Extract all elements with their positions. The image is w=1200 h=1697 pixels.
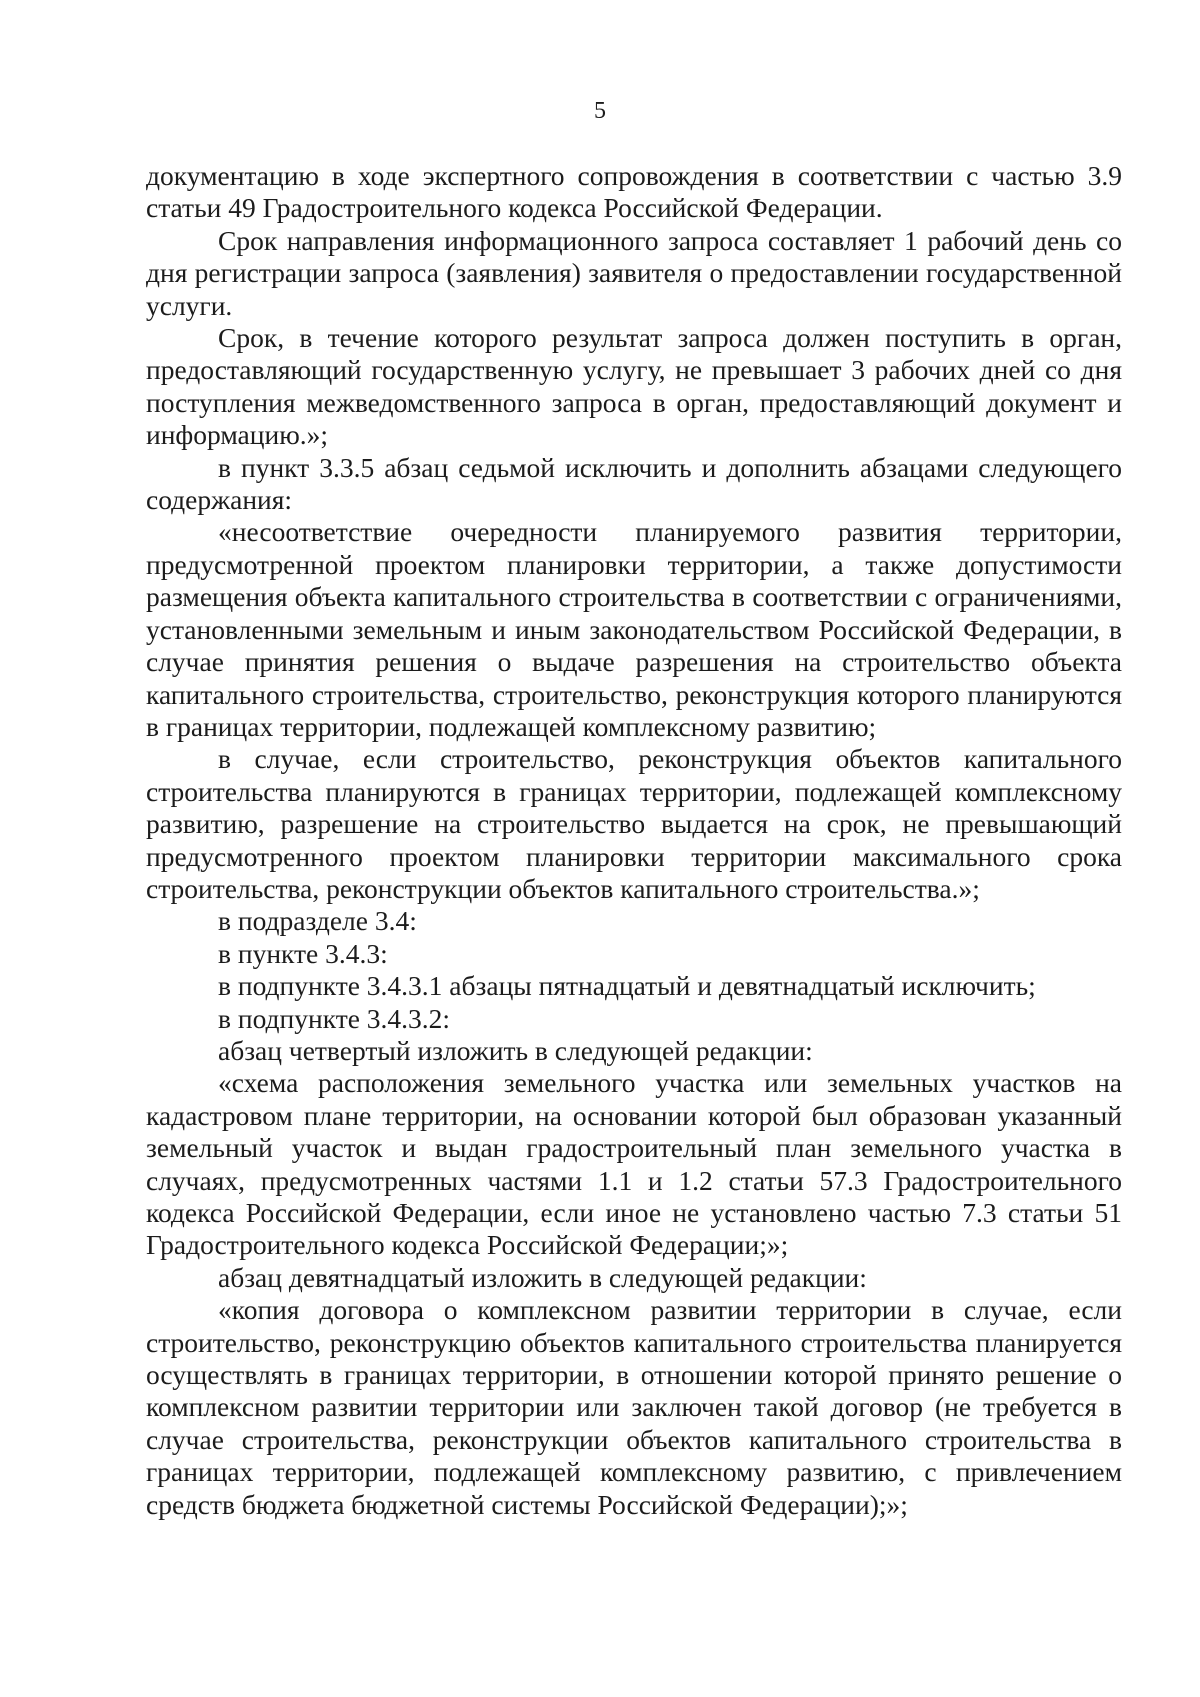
paragraph-continuation: документацию в ходе экспертного сопровождения в соответствии с частью 3.9 статьи 49 Градостроительного кодекса Российской Федерации. <box>146 160 1122 224</box>
paragraph: Срок направления информационного запроса составляет 1 рабочий день со дня регистрации запроса (заявления) заявителя о предоставлении государственной услуги. <box>146 224 1122 321</box>
paragraph: в случае, если строительство, реконструкция объектов капитального строительства планируются в границах территории, подлежащей комплексному развитию, разрешение на строительство выдается на срок, не превышающий предусмотренного проектом планировки территории максимального срока строительства, реконструкции объектов капитального строительства.»; <box>146 743 1122 904</box>
paragraph: в пункт 3.3.5 абзац седьмой исключить и дополнить абзацами следующего содержания: <box>146 451 1122 516</box>
paragraph: в подпункте 3.4.3.1 абзацы пятнадцатый и девятнадцатый исключить; <box>218 970 1036 1002</box>
paragraph: абзац девятнадцатый изложить в следующей редакции: <box>218 1261 867 1293</box>
paragraph: в подпункте 3.4.3.2: <box>218 1002 451 1034</box>
paragraph: в подразделе 3.4: <box>218 905 417 937</box>
paragraph: «схема расположения земельного участка или земельных участков на кадастровом плане территории, на основании которой был образован указанный земельный участок и выдан градостроительный план земельного участка в случаях, предусмотренных частями 1.1 и 1.2 статьи 57.3 Градостроительного кодекса Российской Федерации, если иное не установлено частью 7.3 статьи 51 Градостроительного кодекса Российской Федерации;»; <box>146 1067 1122 1261</box>
paragraph: Срок, в течение которого результат запроса должен поступить в орган, предоставляющий государственную услугу, не превышает 3 рабочих дней со дня поступления межведомственного запроса в орган, предоставляющий документ и информацию.»; <box>146 322 1122 451</box>
document-body <box>146 160 1122 1521</box>
paragraph: «несоответствие очередности планируемого развития территории, предусмотренной проектом планировки территории, а также допустимости размещения объекта капитального строительства в соответствии с ограничениями, установленными земельным и иным законодательством Российской Федерации, в случае принятия решения о выдаче разрешения на строительство объекта капитального строительства, строительство, реконструкция которого планируются в границах территории, подлежащей комплексному развитию; <box>146 516 1122 742</box>
paragraph: абзац четвертый изложить в следующей редакции: <box>218 1034 813 1066</box>
paragraph: «копия договора о комплексном развитии территории в случае, если строительство, реконструкцию объектов капитального строительства планируется осуществлять в границах территории, в отношении которой принято решение о комплексном развитии территории или заключен такой договор (не требуется в случае строительства, реконструкции объектов капитального строительства в границах территории, подлежащей комплексному развитию, с привлечением средств бюджета бюджетной системы Российской Федерации);»; <box>146 1294 1122 1520</box>
page-number: 5 <box>594 98 606 124</box>
paragraph: в пункте 3.4.3: <box>218 937 388 969</box>
